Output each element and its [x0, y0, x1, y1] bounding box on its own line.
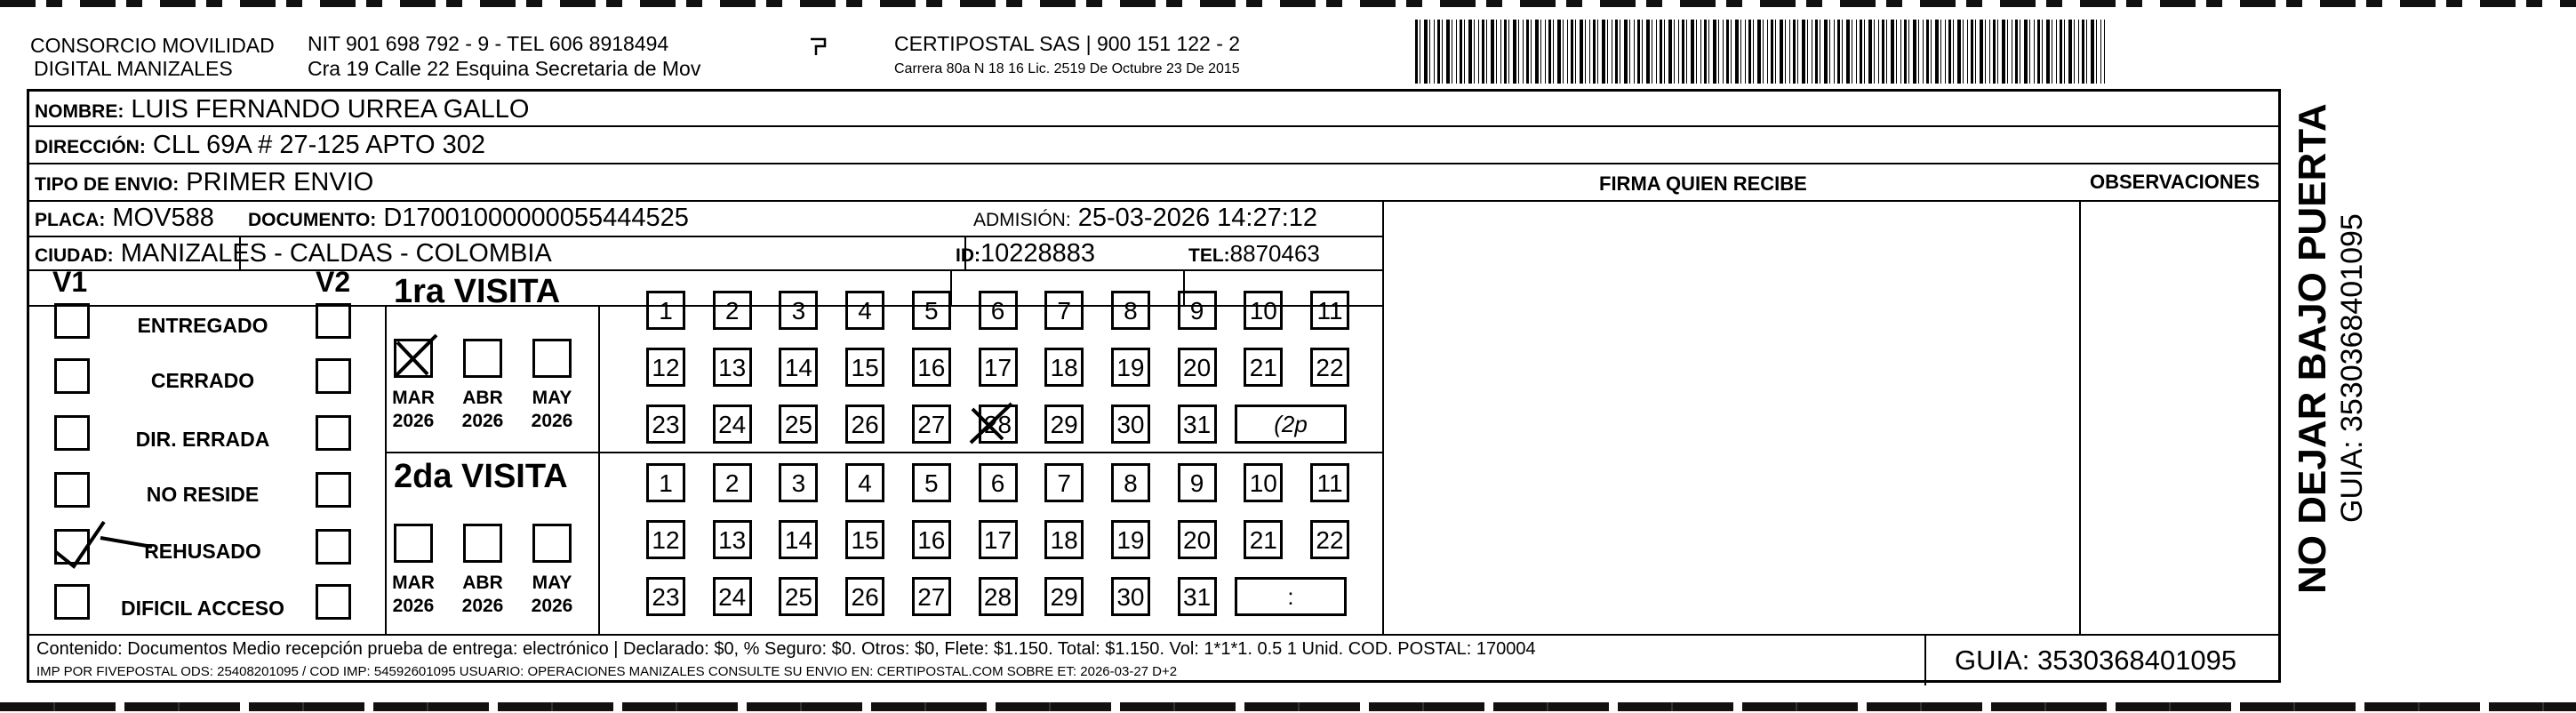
second-visit-abr-box[interactable]	[463, 524, 502, 563]
second-visit-day-22[interactable]: 22	[1310, 520, 1349, 559]
second-visit-day-3[interactable]: 3	[779, 463, 818, 502]
print-info: IMP POR FIVEPOSTAL ODS: 25408201095 / COD IMP: 54592601095 USUARIO: OPERACIONES MANIZALES CONSULTE SU ENVIO EN: CERTIPOSTAL.COM SOBRE ET: 2026-03-27 D+2	[36, 664, 1178, 679]
first-visit-day-26[interactable]: 26	[845, 405, 884, 444]
v2-rehusado-checkbox[interactable]	[316, 529, 351, 565]
mar-x-mark-icon	[388, 330, 442, 383]
second-visit-may-box[interactable]	[532, 524, 572, 563]
first-visit-day-19[interactable]: 19	[1111, 348, 1150, 387]
v2-label: V2	[316, 266, 351, 298]
second-visit-day-17[interactable]: 17	[979, 520, 1018, 559]
id-label: ID:	[956, 245, 980, 266]
second-visit-day-15[interactable]: 15	[845, 520, 884, 559]
first-visit-day-15[interactable]: 15	[845, 348, 884, 387]
second-visit-day-13[interactable]: 13	[713, 520, 752, 559]
firma-header: FIRMA QUIEN RECIBE	[1599, 172, 1807, 195]
barcode	[1415, 20, 2105, 84]
second-abr-label: ABR	[462, 573, 503, 593]
delivery-form	[27, 89, 2281, 683]
reason-dificil-acceso: DIFICIL ACCESO	[120, 597, 284, 620]
first-visit-day-24[interactable]: 24	[713, 405, 752, 444]
second-visit-day-30[interactable]: 30	[1111, 577, 1150, 616]
recipient-id: 10228883	[980, 239, 1096, 268]
first-visit-day-10[interactable]: 10	[1244, 291, 1283, 330]
second-visit-day-18[interactable]: 18	[1044, 520, 1084, 559]
recipient-address: CLL 69A # 27-125 APTO 302	[152, 131, 485, 159]
placa-label: PLACA:	[35, 210, 106, 230]
company-name-line1: CONSORCIO MOVILIDAD	[30, 34, 275, 57]
second-may-year: 2026	[531, 596, 573, 616]
top-edge-line	[0, 0, 2576, 7]
second-visit-day-25[interactable]: 25	[779, 577, 818, 616]
first-visit-day-4[interactable]: 4	[845, 291, 884, 330]
second-visit-mar-box[interactable]	[394, 524, 433, 563]
first-mar-year: 2026	[392, 411, 435, 431]
second-visit-day-27[interactable]: 27	[912, 577, 951, 616]
v1-cerrado-checkbox[interactable]	[54, 358, 90, 394]
first-visit-day-22[interactable]: 22	[1310, 348, 1349, 387]
second-visit-day-16[interactable]: 16	[912, 520, 951, 559]
first-visit-day-23[interactable]: 23	[646, 405, 685, 444]
first-visit-day-9[interactable]: 9	[1178, 291, 1217, 330]
first-visit-day-31[interactable]: 31	[1178, 405, 1217, 444]
second-visit-day-11[interactable]: 11	[1310, 463, 1349, 502]
second-visit-day-5[interactable]: 5	[912, 463, 951, 502]
v1-label: V1	[52, 266, 88, 298]
city: MANIZALES - CALDAS - COLOMBIA	[120, 239, 552, 268]
nit-line: NIT 901 698 792 - 9 - TEL 606 8918494	[308, 32, 669, 55]
observaciones-header: OBSERVACIONES	[2090, 171, 2260, 193]
admission-datetime: 25-03-2026 14:27:12	[1077, 204, 1318, 232]
first-may-label: MAY	[532, 388, 572, 408]
second-visit-day-21[interactable]: 21	[1244, 520, 1283, 559]
first-visit-time[interactable]: (2p	[1235, 405, 1347, 444]
first-visit-day-7[interactable]: 7	[1044, 291, 1084, 330]
second-visit-day-26[interactable]: 26	[845, 577, 884, 616]
second-visit-day-24[interactable]: 24	[713, 577, 752, 616]
second-visit-day-1[interactable]: 1	[646, 463, 685, 502]
first-mar-label: MAR	[392, 388, 435, 408]
shipment-type: PRIMER ENVIO	[186, 168, 374, 196]
v1-entregado-checkbox[interactable]	[54, 303, 90, 339]
second-visit-day-14[interactable]: 14	[779, 520, 818, 559]
company-name-line2: DIGITAL MANIZALES	[34, 57, 233, 80]
first-visit-day-3[interactable]: 3	[779, 291, 818, 330]
second-visit-day-8[interactable]: 8	[1111, 463, 1150, 502]
first-visit-day-17[interactable]: 17	[979, 348, 1018, 387]
first-abr-year: 2026	[461, 411, 504, 431]
first-visit-day-30[interactable]: 30	[1111, 405, 1150, 444]
ciudad-label: CIUDAD:	[35, 245, 114, 266]
first-visit-day-1[interactable]: 1	[646, 291, 685, 330]
second-visit-day-6[interactable]: 6	[979, 463, 1018, 502]
first-visit-day-27[interactable]: 27	[912, 405, 951, 444]
reason-entregado: ENTREGADO	[137, 314, 268, 337]
v2-cerrado-checkbox[interactable]	[316, 358, 351, 394]
document-number: D17001000000055444525	[383, 204, 689, 232]
second-mar-year: 2026	[392, 596, 435, 616]
content-details: Contenido: Documentos Medio recepción prueba de entrega: electrónico | Declarado: $0, % Seguro: $0. Otros: $0, Flete: $1.150. Total: $1.150. Vol: 1*1*1. 0.5 1 Unid. COD. POSTAL: 170004	[36, 639, 1536, 659]
second-visit-day-12[interactable]: 12	[646, 520, 685, 559]
first-visit-day-20[interactable]: 20	[1178, 348, 1217, 387]
second-visit-day-31[interactable]: 31	[1178, 577, 1217, 616]
courier-license: Carrera 80a N 18 16 Lic. 2519 De Octubre 23 De 2015	[894, 61, 1240, 76]
second-visit-title: 2da VISITA	[394, 458, 568, 495]
admision-label: ADMISIÓN:	[973, 210, 1071, 230]
side-guia-number: GUIA: 3530368401095	[2335, 213, 2369, 523]
first-abr-label: ABR	[462, 388, 503, 408]
side-notice	[2292, 103, 2370, 594]
first-visit-abr-box[interactable]	[463, 339, 502, 378]
first-visit-day-6[interactable]: 6	[979, 291, 1018, 330]
reason-no-reside: NO RESIDE	[146, 483, 260, 506]
second-mar-label: MAR	[392, 573, 435, 593]
second-visit-day-20[interactable]: 20	[1178, 520, 1217, 559]
reason-rehusado: REHUSADO	[144, 540, 261, 563]
first-visit-day-8[interactable]: 8	[1111, 291, 1150, 330]
reason-dir-errada: DIR. ERRADA	[135, 428, 270, 451]
v2-dificil-acceso-checkbox[interactable]	[316, 584, 351, 620]
v1-dir-errada-checkbox[interactable]	[54, 415, 90, 451]
second-visit-day-4[interactable]: 4	[845, 463, 884, 502]
courier-logo-icon	[809, 36, 828, 59]
second-visit-day-28[interactable]: 28	[979, 577, 1018, 616]
first-visit-day-5[interactable]: 5	[912, 291, 951, 330]
first-visit-day-13[interactable]: 13	[713, 348, 752, 387]
no-dejar-bajo-puerta: NO DEJAR BAJO PUERTA	[2291, 103, 2334, 594]
second-visit-day-7[interactable]: 7	[1044, 463, 1084, 502]
first-visit-day-28[interactable]: 28	[979, 405, 1018, 444]
tel-label: TEL:	[1188, 245, 1230, 266]
first-visit-day-21[interactable]: 21	[1244, 348, 1283, 387]
v1-no-reside-checkbox[interactable]	[54, 472, 90, 508]
second-visit-day-10[interactable]: 10	[1244, 463, 1283, 502]
first-visit-day-11[interactable]: 11	[1310, 291, 1349, 330]
second-visit-day-9[interactable]: 9	[1178, 463, 1217, 502]
guia-box-number: GUIA: 3530368401095	[1955, 645, 2237, 676]
first-visit-day-12[interactable]: 12	[646, 348, 685, 387]
v2-entregado-checkbox[interactable]	[316, 303, 351, 339]
v2-no-reside-checkbox[interactable]	[316, 472, 351, 508]
first-visit-day-2[interactable]: 2	[713, 291, 752, 330]
direccion-label: DIRECCIÓN:	[35, 137, 146, 157]
tipo-envio-label: TIPO DE ENVIO:	[35, 174, 180, 195]
first-visit-may-box[interactable]	[532, 339, 572, 378]
second-abr-year: 2026	[461, 596, 504, 616]
second-visit-time[interactable]: :	[1235, 577, 1347, 616]
first-visit-day-16[interactable]: 16	[912, 348, 951, 387]
first-visit-day-14[interactable]: 14	[779, 348, 818, 387]
v2-dir-errada-checkbox[interactable]	[316, 415, 351, 451]
company-address: Cra 19 Calle 22 Esquina Secretaria de Mov	[308, 57, 701, 80]
v1-dificil-acceso-checkbox[interactable]	[54, 584, 90, 620]
first-visit-day-18[interactable]: 18	[1044, 348, 1084, 387]
first-visit-day-29[interactable]: 29	[1044, 405, 1084, 444]
day-28-x-mark-icon	[967, 398, 1015, 446]
recipient-name: LUIS FERNANDO URREA GALLO	[131, 95, 530, 124]
second-visit-day-29[interactable]: 29	[1044, 577, 1084, 616]
nombre-label: NOMBRE:	[35, 101, 124, 122]
second-may-label: MAY	[532, 573, 572, 593]
second-visit-day-23[interactable]: 23	[646, 577, 685, 616]
second-visit-day-19[interactable]: 19	[1111, 520, 1150, 559]
courier-name: CERTIPOSTAL SAS | 900 151 122 - 2	[894, 32, 1241, 55]
second-visit-day-2[interactable]: 2	[713, 463, 752, 502]
documento-label: DOCUMENTO:	[248, 210, 377, 230]
first-visit-title: 1ra VISITA	[394, 273, 561, 310]
first-visit-day-25[interactable]: 25	[779, 405, 818, 444]
reason-cerrado: CERRADO	[150, 369, 255, 392]
plate-number: MOV588	[112, 204, 214, 232]
bottom-edge-line	[0, 702, 2576, 711]
first-may-year: 2026	[531, 411, 573, 431]
recipient-phone: 8870463	[1229, 240, 1320, 267]
